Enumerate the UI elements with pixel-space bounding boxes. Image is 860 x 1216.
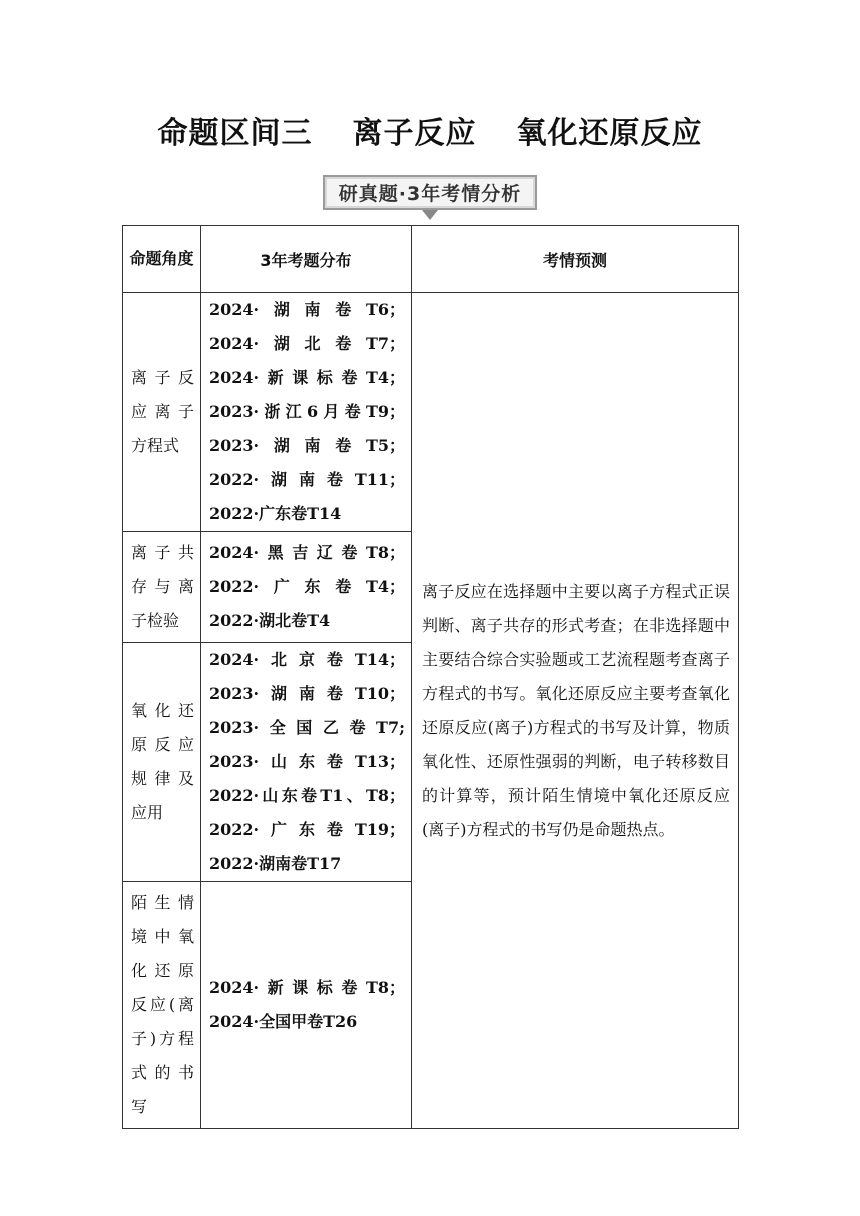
exam-item: 2024·新课标卷T4； [209, 368, 405, 387]
exam-item: 2022·湖南卷T11； [209, 470, 405, 489]
section-badge-wrap [0, 175, 860, 210]
title-part-2: 离子反应 [352, 116, 477, 151]
exam-item: 2024·新课标卷T8； [209, 978, 405, 997]
distribution-cell [201, 293, 412, 532]
distribution-cell [201, 643, 412, 882]
exam-item: 2022·广东卷T14 [209, 504, 342, 523]
prediction-cell: 离子反应在选择题中主要以离子方程式正误判断、离子共存的形式考查；在非选择题中主要结合综合实验题或工艺流程题考查离子方程式的书写。氧化还原反应主要考查氧化还原反应(离子)方程式的书写及计算，物质氧化性、还原性强弱的判断，电子转移数目的计算等，预计陌生情境中氧化还原反应(离子)方程式的书写仍是命题热点。 [412, 293, 739, 1129]
header-prediction: 考情预测 [412, 226, 739, 293]
exam-item: 2022·山东卷T1、T8； [209, 786, 405, 805]
title-part-1: 命题区间三 [157, 116, 313, 151]
table-row [123, 293, 739, 532]
page-title [0, 108, 860, 152]
angle-cell: 氧化还原反应规律及应用 [123, 643, 201, 882]
exam-item: 2024·北京卷T14； [209, 650, 405, 669]
section-badge [323, 175, 537, 210]
exam-item: 2023·湖南卷T10； [209, 684, 405, 703]
exam-item: 2022·广东卷T4； [209, 577, 405, 596]
title-part-3: 氧化还原反应 [516, 116, 703, 151]
angle-cell: 离子反应离子方程式 [123, 293, 201, 532]
exam-item: 2024·黑吉辽卷T8； [209, 543, 405, 562]
angle-cell: 陌生情境中氧化还原反应(离子)方程式的书写 [123, 882, 201, 1129]
exam-item: 2023·浙江6月卷T9； [209, 402, 405, 421]
exam-item: 2022·湖北卷T4 [209, 611, 331, 630]
exam-item: 2022·湖南卷T17 [209, 854, 342, 873]
exam-item: 2023·湖南卷T5； [209, 436, 405, 455]
distribution-cell [201, 532, 412, 643]
angle-cell: 离子共存与离子检验 [123, 532, 201, 643]
section-badge-label: 研真题·3年考情分析 [338, 183, 522, 205]
exam-item: 2024·湖北卷T7； [209, 334, 405, 353]
table-header-row [123, 226, 739, 293]
exam-item: 2023·山东卷T13； [209, 752, 405, 771]
header-distribution: 3年考题分布 [201, 226, 412, 293]
exam-analysis-table [122, 225, 739, 1129]
down-triangle-icon [422, 210, 438, 220]
header-angle: 命题角度 [123, 226, 201, 293]
exam-item: 2022·广东卷T19； [209, 820, 405, 839]
exam-item: 2023·全国乙卷T7; [209, 718, 405, 737]
exam-item: 2024·全国甲卷T26 [209, 1012, 358, 1031]
distribution-cell [201, 882, 412, 1129]
exam-item: 2024·湖南卷T6； [209, 300, 405, 319]
